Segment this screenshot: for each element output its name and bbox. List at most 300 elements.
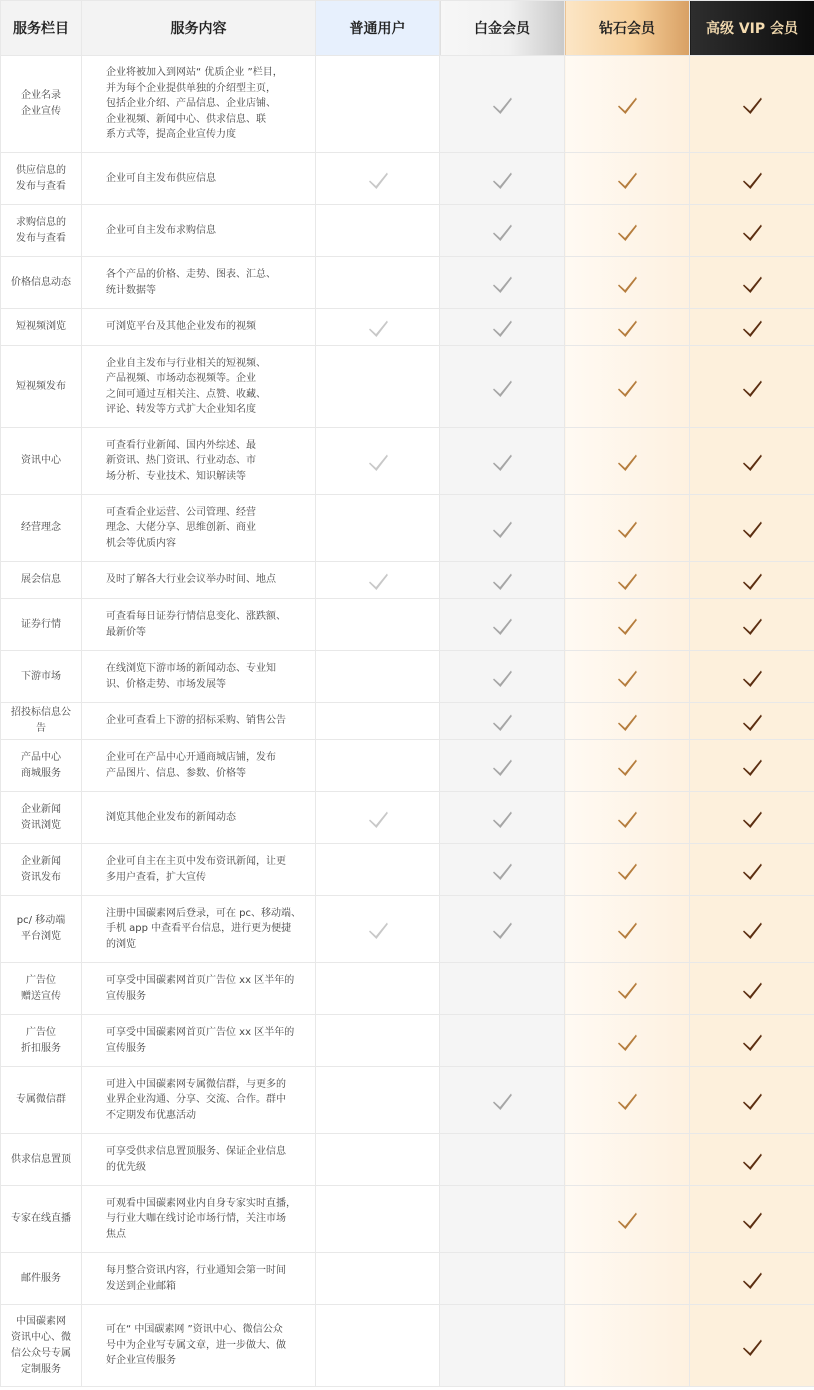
tier-cell-diamond — [565, 963, 690, 1015]
check-icon — [616, 859, 638, 881]
category-line: 资讯发布 — [21, 871, 61, 883]
category-line: 下游市场 — [21, 670, 61, 682]
tier-cell-platinum — [440, 844, 565, 896]
service-description — [82, 963, 316, 1015]
check-icon — [491, 614, 513, 636]
description-line: 可在“ 中国碳素网 ”资讯中心、微信公众 — [106, 1324, 283, 1336]
check-icon — [616, 1030, 638, 1052]
check-icon — [741, 517, 763, 539]
check-icon — [741, 666, 763, 688]
check-icon — [491, 807, 513, 829]
service-description — [82, 1305, 316, 1387]
check-icon — [616, 168, 638, 190]
service-category — [1, 740, 82, 792]
table-row — [1, 257, 814, 309]
check-icon — [741, 710, 763, 732]
category-line: 展会信息 — [21, 574, 61, 585]
tier-cell-normal — [316, 1186, 440, 1253]
description-line: 各个产品的价格、走势、图表、汇总、 — [106, 269, 276, 280]
service-category — [1, 703, 82, 740]
tier-cell-normal — [316, 428, 440, 495]
service-description — [82, 428, 316, 495]
service-category — [1, 562, 82, 599]
header-category: 服务栏目 — [1, 1, 82, 56]
category-line: 短视频发布 — [16, 380, 66, 392]
table-row — [1, 56, 814, 153]
header-platinum-member: 白金会员 — [440, 1, 565, 56]
service-category — [1, 896, 82, 963]
description-line: 宣传服务 — [106, 1042, 146, 1054]
service-description — [82, 703, 316, 740]
description-line: 企业可在产品中心开通商城店铺，发布 — [106, 752, 276, 763]
tier-cell-normal — [316, 703, 440, 740]
check-icon — [741, 859, 763, 881]
table-row — [1, 495, 814, 562]
service-description — [82, 1015, 316, 1067]
service-category — [1, 153, 82, 205]
description-line: 并为每个企业提供单独的介绍型主页， — [106, 82, 276, 94]
check-icon — [616, 93, 638, 115]
tier-cell-vip — [690, 703, 814, 740]
tier-cell-platinum — [440, 896, 565, 963]
check-icon — [741, 1335, 763, 1357]
category-line: 价格信息动态 — [11, 276, 71, 288]
check-icon — [367, 316, 389, 338]
tier-cell-normal — [316, 1253, 440, 1305]
table-row — [1, 1186, 814, 1253]
tier-cell-diamond — [565, 703, 690, 740]
tier-cell-normal — [316, 1015, 440, 1067]
service-description — [82, 205, 316, 257]
check-icon — [741, 755, 763, 777]
table-row — [1, 562, 814, 599]
service-category — [1, 495, 82, 562]
description-line: 之间可通过互相关注、点赞、收藏、 — [106, 388, 266, 400]
tier-cell-platinum — [440, 309, 565, 346]
service-category — [1, 205, 82, 257]
category-line: 企业新闻 — [21, 803, 61, 815]
check-icon — [616, 1208, 638, 1230]
description-line: 业界企业沟通、分享、交流、合作。群中 — [106, 1094, 286, 1106]
description-line: 可享受中国碳素网首页广告位 xx 区半年的 — [106, 975, 295, 986]
tier-cell-diamond — [565, 56, 690, 153]
description-line: 可查看行业新闻、国内外综述、最 — [106, 439, 256, 451]
check-icon — [741, 569, 763, 591]
check-icon — [616, 272, 638, 294]
table-row — [1, 599, 814, 651]
category-line: 短视频浏览 — [16, 321, 66, 332]
tier-cell-platinum — [440, 428, 565, 495]
description-line: 发送到企业邮箱 — [106, 1280, 176, 1292]
description-line: 系方式等，提高企业宣传力度 — [106, 129, 236, 141]
category-line: 供求信息置顶 — [11, 1153, 71, 1165]
tier-cell-vip — [690, 896, 814, 963]
check-icon — [741, 220, 763, 242]
header-diamond-member: 钻石会员 — [565, 1, 690, 56]
check-icon — [491, 450, 513, 472]
description-line: 新资讯、热门资讯、行业动态、市 — [106, 455, 256, 467]
description-line: 可浏览平台及其他企业发布的视频 — [106, 321, 256, 333]
check-icon — [616, 569, 638, 591]
check-icon — [616, 450, 638, 472]
service-description — [82, 1186, 316, 1253]
tier-cell-vip — [690, 562, 814, 599]
check-icon — [367, 168, 389, 190]
tier-cell-platinum — [440, 792, 565, 844]
table-row — [1, 1015, 814, 1067]
description-line: 企业将被加入到网站“ 优质企业 ”栏目， — [106, 67, 283, 79]
table-row — [1, 1305, 814, 1387]
check-icon — [741, 978, 763, 1000]
tier-cell-normal — [316, 1305, 440, 1387]
description-line: 机会等优质内容 — [106, 537, 176, 549]
tier-cell-vip — [690, 346, 814, 428]
description-line: 手机 app 中查看平台信息，进行更为便捷 — [106, 923, 292, 935]
check-icon — [491, 93, 513, 115]
category-line: 资讯中心、微 — [11, 1331, 71, 1343]
tier-cell-diamond — [565, 257, 690, 309]
service-category — [1, 651, 82, 703]
category-line: 邮件服务 — [21, 1272, 61, 1284]
category-line: 赠送宣传 — [21, 990, 61, 1002]
service-category — [1, 1305, 82, 1387]
category-line: 专家在线直播 — [11, 1213, 71, 1224]
description-line: 企业可查看上下游的招标采购、销售公告 — [106, 715, 286, 727]
tier-cell-platinum — [440, 651, 565, 703]
description-line: 识、价格走势、市场发展等 — [106, 678, 226, 690]
service-description — [82, 844, 316, 896]
header-row — [1, 1, 814, 56]
description-line: 可查看每日证券行情信息变化、涨跌额、 — [106, 611, 286, 622]
description-line: 多用户查看，扩大宣传 — [106, 871, 206, 883]
category-line: 企业宣传 — [21, 106, 61, 117]
tier-cell-diamond — [565, 792, 690, 844]
tier-cell-platinum — [440, 562, 565, 599]
service-description — [82, 1134, 316, 1186]
category-line: 广告位 — [26, 1026, 56, 1038]
table-body — [1, 56, 814, 1387]
service-category — [1, 1067, 82, 1134]
description-line: 企业可自主在主页中发布资讯新闻，让更 — [106, 856, 286, 867]
table-row — [1, 703, 814, 740]
tier-cell-vip — [690, 792, 814, 844]
tier-cell-vip — [690, 844, 814, 896]
tier-cell-normal — [316, 740, 440, 792]
tier-cell-vip — [690, 153, 814, 205]
category-line: 信公众号专属 — [11, 1347, 71, 1359]
description-line: 企业自主发布与行业相关的短视频、 — [106, 357, 266, 369]
tier-cell-normal — [316, 1134, 440, 1186]
tier-cell-platinum — [440, 346, 565, 428]
description-line: 在线浏览下游市场的新闻动态、专业知 — [106, 663, 276, 674]
tier-cell-normal — [316, 346, 440, 428]
description-line: 可进入中国碳素网专属微信群，与更多的 — [106, 1078, 286, 1090]
check-icon — [491, 517, 513, 539]
category-line: 折扣服务 — [21, 1042, 61, 1054]
tier-cell-vip — [690, 205, 814, 257]
service-category — [1, 844, 82, 896]
tier-cell-diamond — [565, 1253, 690, 1305]
check-icon — [491, 1089, 513, 1111]
tier-cell-platinum — [440, 1134, 565, 1186]
table-row — [1, 153, 814, 205]
tier-cell-vip — [690, 257, 814, 309]
service-category — [1, 257, 82, 309]
tier-cell-vip — [690, 740, 814, 792]
check-icon — [616, 614, 638, 636]
table-row — [1, 740, 814, 792]
category-line: 产品中心 — [21, 751, 61, 763]
check-icon — [616, 376, 638, 398]
service-description — [82, 562, 316, 599]
tier-cell-vip — [690, 1015, 814, 1067]
tier-cell-normal — [316, 257, 440, 309]
check-icon — [491, 918, 513, 940]
service-description — [82, 896, 316, 963]
tier-cell-normal — [316, 963, 440, 1015]
service-category — [1, 599, 82, 651]
tier-cell-diamond — [565, 896, 690, 963]
category-line: 资讯中心 — [21, 455, 61, 466]
check-icon — [491, 376, 513, 398]
check-icon — [491, 168, 513, 190]
category-line: 证券行情 — [21, 618, 61, 630]
tier-cell-normal — [316, 153, 440, 205]
check-icon — [741, 376, 763, 398]
check-icon — [367, 918, 389, 940]
description-line: 企业视频、新闻中心、供求信息、联 — [106, 113, 266, 125]
service-category — [1, 1186, 82, 1253]
tier-cell-diamond — [565, 844, 690, 896]
header-vip-member: 高级 VIP 会员 — [690, 1, 814, 56]
check-icon — [741, 168, 763, 190]
tier-cell-normal — [316, 56, 440, 153]
table-row — [1, 346, 814, 428]
tier-cell-diamond — [565, 428, 690, 495]
service-description — [82, 257, 316, 309]
tier-cell-diamond — [565, 153, 690, 205]
table-row — [1, 205, 814, 257]
check-icon — [491, 666, 513, 688]
check-icon — [367, 450, 389, 472]
service-category — [1, 1134, 82, 1186]
check-icon — [616, 978, 638, 1000]
category-line: 中国碳素网 — [16, 1315, 66, 1327]
service-description — [82, 56, 316, 153]
table-row — [1, 792, 814, 844]
check-icon — [491, 272, 513, 294]
service-category — [1, 309, 82, 346]
service-category — [1, 346, 82, 428]
description-line: 与行业大咖在线讨论市场行情，关注市场 — [106, 1213, 286, 1225]
tier-cell-vip — [690, 599, 814, 651]
category-line: 平台浏览 — [21, 931, 61, 942]
tier-cell-normal — [316, 844, 440, 896]
tier-cell-normal — [316, 599, 440, 651]
description-line: 理念、大佬分享、思维创新、商业 — [106, 522, 256, 534]
description-line: 的浏览 — [106, 938, 136, 950]
check-icon — [741, 450, 763, 472]
description-line: 不定期发布优惠活动 — [106, 1109, 196, 1121]
check-icon — [491, 569, 513, 591]
description-line: 及时了解各大行业会议举办时间、地点 — [106, 574, 276, 586]
category-line: 招投标信息公告 — [11, 707, 71, 734]
description-line: 评论、转发等方式扩大企业知名度 — [106, 404, 256, 415]
check-icon — [616, 755, 638, 777]
tier-cell-platinum — [440, 963, 565, 1015]
tier-cell-vip — [690, 963, 814, 1015]
tier-cell-vip — [690, 1067, 814, 1134]
category-line: 发布与查看 — [16, 232, 66, 244]
category-line: 专属微信群 — [16, 1094, 66, 1105]
check-icon — [741, 316, 763, 338]
category-line: 供应信息的 — [16, 164, 66, 176]
table-row — [1, 428, 814, 495]
tier-cell-diamond — [565, 495, 690, 562]
check-icon — [741, 918, 763, 940]
tier-cell-diamond — [565, 1067, 690, 1134]
service-description — [82, 1253, 316, 1305]
check-icon — [741, 614, 763, 636]
check-icon — [367, 807, 389, 829]
tier-cell-platinum — [440, 495, 565, 562]
table-row — [1, 844, 814, 896]
service-description — [82, 309, 316, 346]
table-row — [1, 651, 814, 703]
tier-cell-normal — [316, 1067, 440, 1134]
service-category — [1, 1253, 82, 1305]
service-description — [82, 740, 316, 792]
tier-cell-diamond — [565, 1305, 690, 1387]
description-line: 产品图片、信息、参数、价格等 — [106, 767, 246, 779]
description-line: 号中为企业写专属文章，进一步做大、做 — [106, 1339, 286, 1351]
tier-cell-diamond — [565, 1186, 690, 1253]
tier-cell-diamond — [565, 346, 690, 428]
category-line: 企业新闻 — [21, 855, 61, 867]
check-icon — [741, 807, 763, 829]
tier-cell-normal — [316, 896, 440, 963]
check-icon — [491, 755, 513, 777]
description-line: 可查看企业运营、公司管理、经营 — [106, 506, 256, 518]
tier-cell-platinum — [440, 703, 565, 740]
check-icon — [616, 918, 638, 940]
description-line: 统计数据等 — [106, 284, 156, 296]
description-line: 产品视频、市场动态视频等。企业 — [106, 373, 256, 384]
tier-cell-normal — [316, 205, 440, 257]
tier-cell-diamond — [565, 562, 690, 599]
check-icon — [741, 1149, 763, 1171]
tier-cell-normal — [316, 562, 440, 599]
tier-cell-diamond — [565, 599, 690, 651]
service-description — [82, 1067, 316, 1134]
category-line: 定制服务 — [21, 1363, 61, 1375]
tier-cell-normal — [316, 309, 440, 346]
service-category — [1, 963, 82, 1015]
category-line: 企业名录 — [21, 90, 61, 101]
description-line: 可观看中国碳素网业内自身专家实时直播， — [106, 1197, 296, 1209]
tier-cell-platinum — [440, 1305, 565, 1387]
description-line: 每月整合资讯内容，行业通知会第一时间 — [106, 1265, 286, 1276]
table-row — [1, 896, 814, 963]
category-line: 发布与查看 — [16, 180, 66, 192]
service-description — [82, 792, 316, 844]
description-line: 可享受中国碳素网首页广告位 xx 区半年的 — [106, 1027, 295, 1038]
check-icon — [616, 316, 638, 338]
tier-cell-platinum — [440, 1253, 565, 1305]
check-icon — [491, 710, 513, 732]
tier-cell-vip — [690, 651, 814, 703]
tier-cell-platinum — [440, 599, 565, 651]
tier-cell-vip — [690, 428, 814, 495]
tier-cell-vip — [690, 1253, 814, 1305]
check-icon — [741, 93, 763, 115]
tier-cell-platinum — [440, 56, 565, 153]
tier-cell-platinum — [440, 153, 565, 205]
tier-cell-platinum — [440, 257, 565, 309]
description-line: 可享受供求信息置顶服务、保证企业信息 — [106, 1146, 286, 1157]
description-line: 最新价等 — [106, 626, 146, 638]
check-icon — [616, 220, 638, 242]
category-line: 求购信息的 — [16, 216, 66, 228]
description-line: 包括企业介绍、产品信息、企业店铺、 — [106, 98, 276, 110]
tier-cell-vip — [690, 309, 814, 346]
check-icon — [616, 710, 638, 732]
tier-cell-diamond — [565, 205, 690, 257]
tier-cell-vip — [690, 1305, 814, 1387]
tier-cell-platinum — [440, 740, 565, 792]
category-line: 商城服务 — [21, 767, 61, 779]
check-icon — [616, 517, 638, 539]
tier-cell-normal — [316, 495, 440, 562]
tier-cell-platinum — [440, 1186, 565, 1253]
description-line: 好企业宣传服务 — [106, 1355, 176, 1367]
description-line: 企业可自主发布供应信息 — [106, 172, 216, 184]
check-icon — [741, 1089, 763, 1111]
description-line: 场分析、专业技术、知识解读等 — [106, 470, 246, 482]
service-description — [82, 599, 316, 651]
check-icon — [616, 807, 638, 829]
service-description — [82, 153, 316, 205]
service-description — [82, 651, 316, 703]
category-line: 广告位 — [26, 974, 56, 986]
description-line: 企业可自主发布求购信息 — [106, 224, 216, 236]
tier-cell-diamond — [565, 651, 690, 703]
table-row — [1, 309, 814, 346]
tier-cell-vip — [690, 1186, 814, 1253]
header-normal-user: 普通用户 — [316, 1, 440, 56]
tier-cell-diamond — [565, 1015, 690, 1067]
service-description — [82, 495, 316, 562]
service-category — [1, 428, 82, 495]
check-icon — [367, 569, 389, 591]
check-icon — [741, 1030, 763, 1052]
tier-cell-platinum — [440, 1067, 565, 1134]
service-category — [1, 56, 82, 153]
tier-cell-vip — [690, 495, 814, 562]
description-line: 浏览其他企业发布的新闻动态 — [106, 811, 236, 823]
check-icon — [741, 1208, 763, 1230]
check-icon — [491, 316, 513, 338]
description-line: 宣传服务 — [106, 990, 146, 1002]
category-line: pc/ 移动端 — [16, 915, 66, 926]
tier-cell-diamond — [565, 740, 690, 792]
service-description — [82, 346, 316, 428]
table-row — [1, 1134, 814, 1186]
check-icon — [616, 666, 638, 688]
category-line: 经营理念 — [21, 522, 61, 533]
check-icon — [741, 272, 763, 294]
tier-cell-normal — [316, 651, 440, 703]
